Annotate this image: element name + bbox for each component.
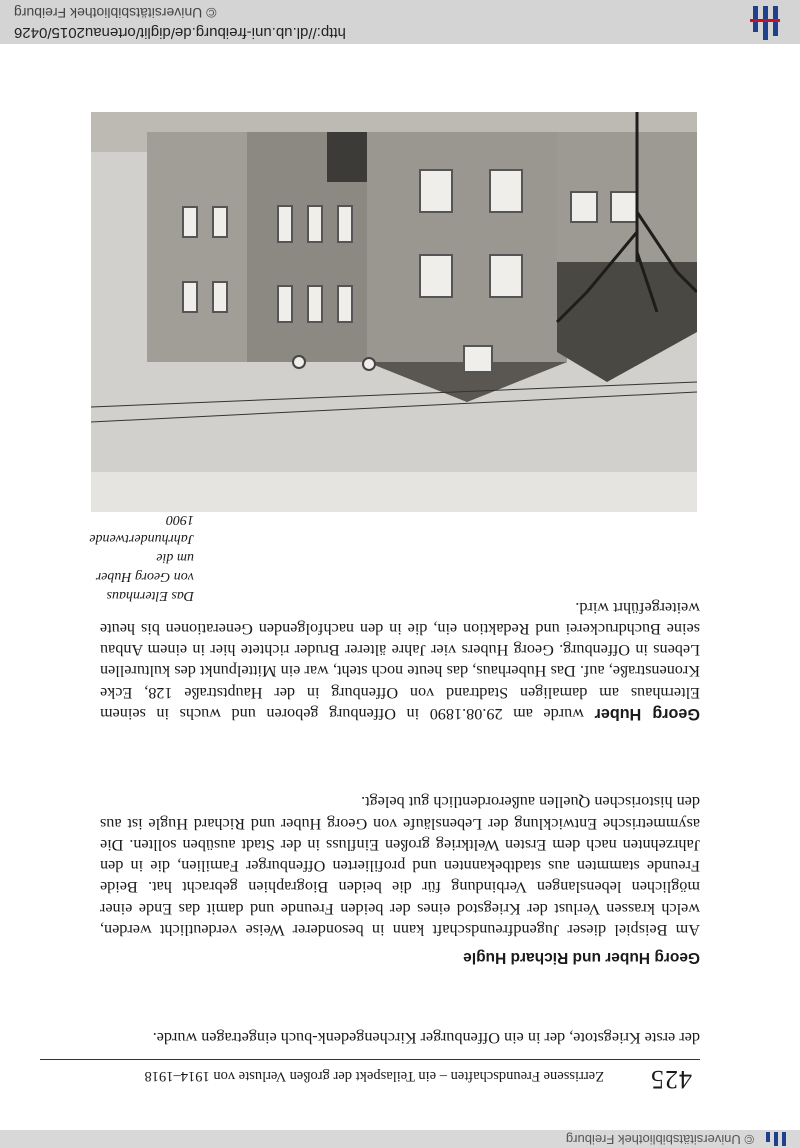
intro-paragraph: der erste Kriegstote, der in ein Offenburger Kirchengedenk-buch eingetragen wurde. bbox=[152, 1029, 700, 1047]
top-strip bbox=[0, 1130, 800, 1148]
page-number: 425 bbox=[650, 1065, 692, 1094]
footer-credit: © Universitätsbibliothek Freiburg bbox=[14, 5, 217, 21]
paragraph-2-body: wurde am 29.08.1890 in Offenburg geboren und wuchs in seinem Elternhaus am damaligen Stadtrand von Offenburg in der Hauptstraße 128, Ecke Kronenstraße, auf. Das Huberhaus, das heute noch steht, war ein Mittelpunkt des kulturellen Lebens in Offenburg. Georg Hubers vier Jahre älterer Bruder richtete hier in einem Anbau seine Buchdruckerei und Redaktion ein, die in den nachfolgenden Generationen bis heute weitergeführt wird. bbox=[100, 598, 700, 723]
page-header bbox=[40, 1059, 700, 1094]
running-head: Zerrissene Freundschaften – ein Teilaspekt der großen Verluste von 1914–1918 bbox=[144, 1068, 604, 1084]
lead-name: Georg Huber bbox=[594, 705, 700, 723]
viewer-footer bbox=[0, 0, 800, 44]
source-url-link[interactable]: http://dl.ub.uni-freiburg.de/diglit/ortenau2015/0426 bbox=[14, 24, 346, 41]
building-photo bbox=[91, 112, 697, 512]
university-logo-icon bbox=[760, 1132, 786, 1146]
university-logo-icon bbox=[740, 4, 780, 40]
paragraph-1: Am Beispiel dieser Jugendfreundschaft kann in besonderer Weise verdeutlicht werden, welch krassen Verlust der Kriegstod eines der beiden Freunde und damit das Ende einer möglichen lebenslangen Verbindung für die beiden Biographien gebracht hat. Beide Freunde stammten aus stadtbekannten und profilierten Offenburger Familien, die in den Jahrzehnten nach dem Ersten Weltkrieg großen Einfluss in der Stadt ausüben sollten. Die asymmetrische Entwicklung der Lebensläufe von Georg Huber und Richard Hugle ist aus den historischen Quellen außerordentlich gut belegt. bbox=[100, 793, 700, 939]
section-heading: Georg Huber und Richard Hugle bbox=[463, 949, 700, 966]
photo-caption: Das Elternhaus von Georg Huber um die Jahrhundertwende 1900 bbox=[89, 512, 194, 603]
paragraph-2 bbox=[100, 596, 700, 724]
strip-credit: © Universitätsbibliothek Freiburg bbox=[565, 1132, 754, 1147]
building-illustration bbox=[91, 112, 697, 512]
